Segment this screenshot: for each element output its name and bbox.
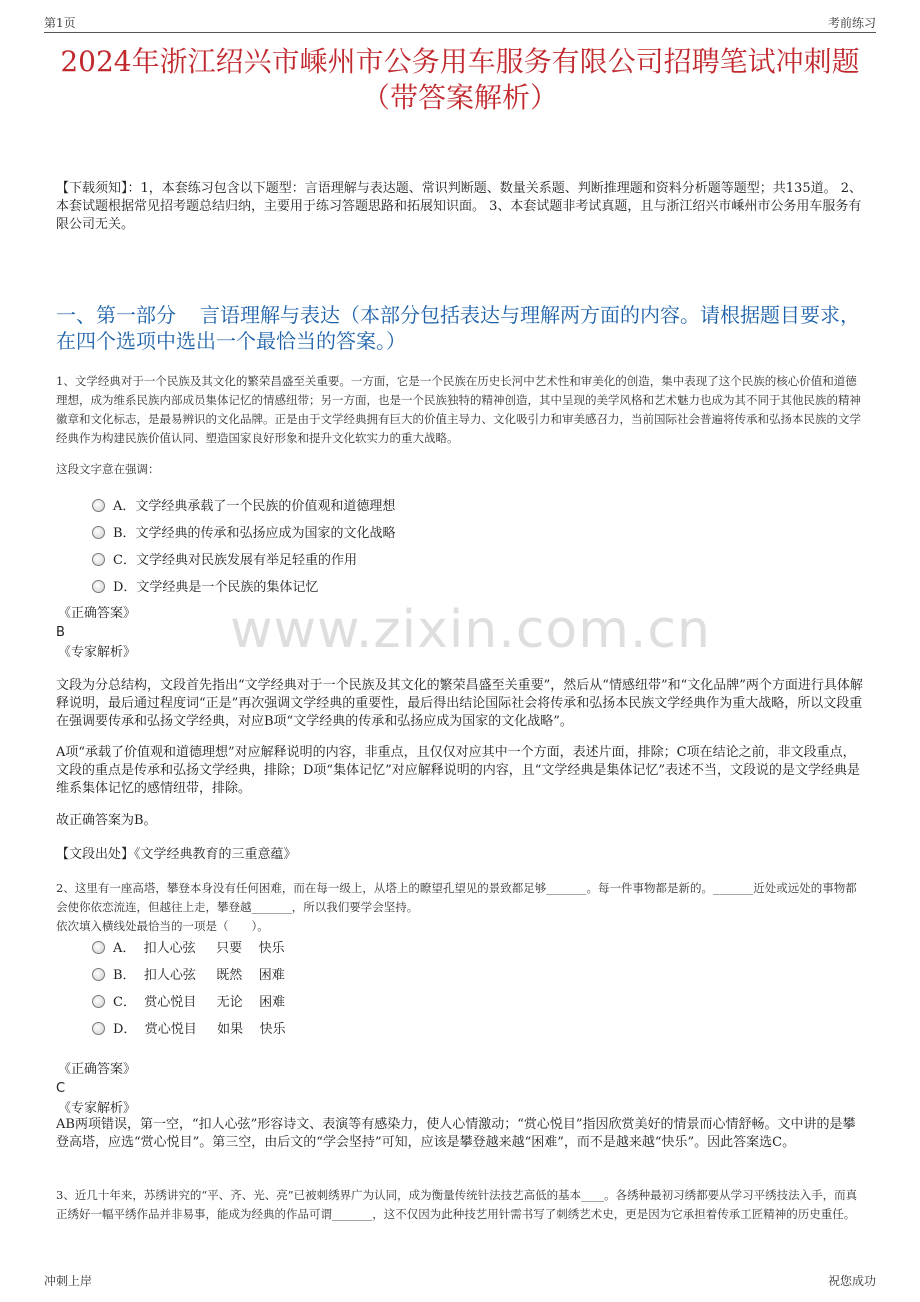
analysis-conclusion: 故正确答案为B。: [56, 813, 157, 828]
analysis-paragraph: AB两项错误，第一空，“扣人心弦”形容诗文、表演等有感染力，使人心情激动；“赏心悦目”指因欣赏美好的情景而心情舒畅。文中讲的是攀登高塔，应选“赏心悦目”。第三空，由后文的“学会坚持”可知，应该是攀登越来越“困难”，而不是越来越“快乐”。因此答案选C。: [56, 1117, 856, 1150]
option-a[interactable]: A．文学经典承载了一个民族的价值观和道德理想: [92, 493, 396, 520]
question-3-text: 3、近几十年来，苏绣讲究的“平、齐、光、亮”已被刺绣界广为认同，成为衡量传统针法技艺高低的基本____。各绣种最初习绣都要从学习平绣技法入手，而真正绣好一幅平绣作品并非易事，能成为经典的作品可谓_______，这不仅因为此种技艺用针需书写了刺绣艺术史，更是因为它承担着传承工匠精神的历史重任。: [56, 1188, 858, 1221]
radio-icon[interactable]: [92, 995, 105, 1008]
question-2-options: [92, 935, 286, 1043]
analysis-label: 《专家解析》: [58, 645, 137, 660]
watermark: www.zixin.com.cn: [230, 600, 711, 660]
page-number: 第1页: [44, 16, 76, 30]
document-title: 2024年浙江绍兴市嵊州市公务用车服务有限公司招聘笔试冲刺题（带答案解析）: [60, 45, 860, 114]
answer-value: B: [56, 625, 65, 640]
radio-icon[interactable]: [92, 1022, 105, 1035]
page-header: [44, 12, 876, 33]
question-2-stem: 依次填入横线处最恰当的一项是（ ）。: [56, 919, 269, 933]
footer-left: 冲刺上岸: [44, 1274, 93, 1288]
download-notice: 【下载须知】：1，本套练习包含以下题型：言语理解与表达题、常识判断题、数量关系题、判断推理题和资料分析题等题型；共135道。 2、本套试题根据常见招考题总结归纳，主要用于练习答题思路和拓展知识面。 3、本套试题非考试真题，且与浙江绍兴市嵊州市公务用车服务有限公司无关。: [56, 181, 862, 232]
radio-icon[interactable]: [92, 941, 105, 954]
source-citation: 【文段出处】《文学经典教育的三重意蕴》: [56, 847, 297, 862]
radio-icon[interactable]: [92, 499, 105, 512]
option-b[interactable]: B．文学经典的传承和弘扬应成为国家的文化战略: [92, 520, 396, 547]
option-c[interactable]: C． 赏心悦目 无论 困难: [92, 989, 286, 1016]
radio-icon[interactable]: [92, 968, 105, 981]
header-label: 考前练习: [827, 16, 876, 30]
option-d[interactable]: D． 赏心悦目 如果 快乐: [92, 1016, 286, 1043]
radio-icon[interactable]: [92, 553, 105, 566]
section-text: 言语理解与表达（本部分包括表达与理解两方面的内容。请根据题目要求，在四个选项中选出一个最恰当的答案。）: [56, 303, 860, 353]
question-1-stem: 这段文字意在强调：: [56, 462, 160, 476]
option-a[interactable]: A． 扣人心弦 只要 快乐: [92, 935, 286, 962]
analysis-paragraph: 文段为分总结构，文段首先指出“文学经典对于一个民族及其文化的繁荣昌盛至关重要”，然后从“情感纽带”和“文化品牌”两个方面进行具体解释说明，最后通过程度词“正是”再次强调文学经典的重要性，最后得出结论国际社会将传承和弘扬本民族文学经典作为重大战略，所以文段重在强调要传承和弘扬文学经典，对应B项“文学经典的传承和弘扬应成为国家的文化战略”。: [56, 678, 863, 729]
analysis-label: 《专家解析》: [58, 1101, 137, 1116]
option-b[interactable]: B． 扣人心弦 既然 困难: [92, 962, 286, 989]
analysis-paragraph: A项“承载了价值观和道德理想”对应解释说明的内容，非重点，且仅仅对应其中一个方面，表述片面，排除；C项在结论之前，非文段重点，文段的重点是传承和弘扬文学经典，排除；D项“集体记忆”对应解释说明的内容，且“文学经典是集体记忆”表述不当，文段说的是文学经典是维系集体记忆的感情纽带，排除。: [56, 745, 861, 796]
answer-label: 《正确答案》: [58, 606, 137, 621]
question-2-text: 2、这里有一座高塔，攀登本身没有任何困难，而在每一级上，从塔上的瞭望孔望见的景致都足够_______。每一件事物都是新的。_______近处或远处的事物都会使你依恋流连，但越往上走，攀登越_______，所以我们要学会坚持。: [56, 881, 857, 914]
question-1-options: [92, 493, 396, 601]
section-number: 一、第一部分: [56, 303, 176, 327]
question-1-text: 1、文学经典对于一个民族及其文化的繁荣昌盛至关重要。一方面，它是一个民族在历史长河中艺术性和审美化的创造，集中表现了这个民族的核心价值和道德理想，成为维系民族内部成员集体记忆的情感纽带；另一方面，也是一个民族独特的精神创造，其中呈现的美学风格和艺术魅力也成为其不同于其他民族的精神徽章和文化标志，是最易辨识的文化品牌。正是由于文学经典拥有巨大的价值主导力、文化吸引力和审美感召力，当前国际社会普遍将传承和弘扬本民族的文学经典作为构建民族价值认同、塑造国家良好形象和提升文化软实力的重大战略。: [56, 374, 861, 445]
answer-label: 《正确答案》: [58, 1062, 137, 1077]
answer-value: C: [56, 1081, 66, 1096]
footer-right: 祝您成功: [827, 1274, 876, 1288]
option-c[interactable]: C．文学经典对民族发展有举足轻重的作用: [92, 547, 396, 574]
radio-icon[interactable]: [92, 580, 105, 593]
section-heading: [56, 302, 868, 354]
radio-icon[interactable]: [92, 526, 105, 539]
option-d[interactable]: D．文学经典是一个民族的集体记忆: [92, 574, 396, 601]
